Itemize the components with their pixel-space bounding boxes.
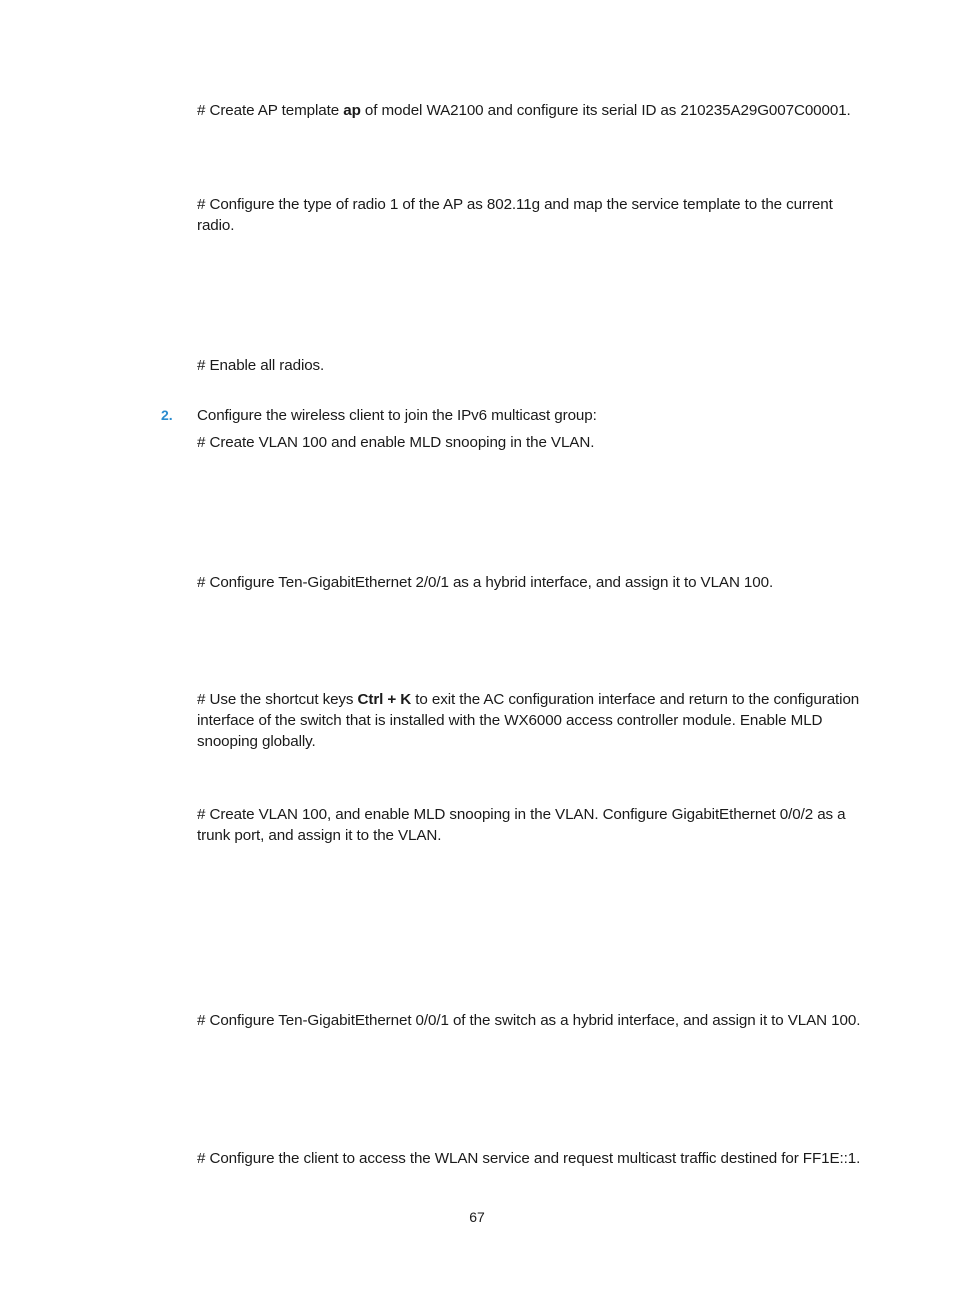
step-number: 2.	[161, 407, 173, 423]
paragraph-shortcut-keys	[197, 689, 867, 752]
paragraph-text: # Create AP template	[197, 102, 344, 119]
paragraph-text: # Use the shortcut keys	[197, 691, 358, 708]
paragraph-create-vlan: # Create VLAN 100 and enable MLD snooping in the VLAN.	[197, 434, 595, 451]
page-number: 67	[469, 1209, 485, 1225]
paragraph-configure-client: # Configure the client to access the WLAN service and request multicast traffic destined for FF1E::1.	[197, 1150, 861, 1167]
step-heading: Configure the wireless client to join the IPv6 multicast group:	[197, 407, 597, 424]
paragraph-create-vlan-trunk: # Create VLAN 100, and enable MLD snooping in the VLAN. Configure GigabitEthernet 0/0/2 as a trunk port, and assign it to the VLAN.	[197, 806, 846, 844]
bold-term-ctrl-k: Ctrl + K	[357, 691, 412, 708]
paragraph-create-ap-template	[197, 100, 867, 121]
paragraph-text: to exit the AC configuration interface and return to the configuration interface of the switch that is installed with the WX6000 access controller module. Enable MLD snooping globally.	[197, 691, 860, 750]
paragraph-configure-radio: # Configure the type of radio 1 of the AP as 802.11g and map the service template to the current radio.	[197, 196, 833, 234]
paragraph-text: of model WA2100 and configure its serial ID as 210235A29G007C00001.	[360, 102, 851, 119]
paragraph-enable-radios: # Enable all radios.	[197, 357, 325, 374]
paragraph-configure-switch-interface: # Configure Ten-GigabitEthernet 0/0/1 of the switch as a hybrid interface, and assign it to VLAN 100.	[197, 1012, 861, 1029]
bold-term-ap: ap	[343, 102, 361, 119]
paragraph-configure-hybrid-interface: # Configure Ten-GigabitEthernet 2/0/1 as a hybrid interface, and assign it to VLAN 100.	[197, 574, 774, 591]
